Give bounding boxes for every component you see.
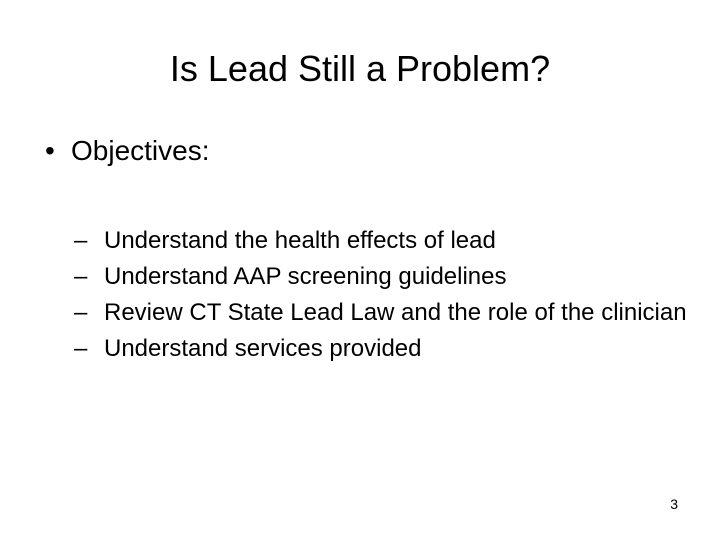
objectives-list [74, 223, 694, 367]
bullet-text: Objectives: [71, 135, 210, 166]
bullet-marker: • [45, 135, 55, 166]
list-item-text: Review CT State Lead Law and the role of the clinician [104, 299, 687, 326]
list-item [74, 259, 694, 295]
dash-marker: – [74, 299, 88, 326]
list-item-text: Understand services provided [104, 335, 422, 362]
dash-marker: – [74, 263, 88, 290]
list-item [74, 295, 694, 331]
page-number: 3 [670, 496, 678, 512]
dash-marker: – [74, 227, 88, 254]
list-item-text: Understand the health effects of lead [104, 227, 496, 254]
list-item [74, 331, 694, 367]
bullet-objectives [45, 132, 210, 170]
list-item [74, 223, 694, 259]
slide-title: Is Lead Still a Problem? [169, 48, 551, 89]
dash-marker: – [74, 335, 88, 362]
list-item-text: Understand AAP screening guidelines [104, 263, 507, 290]
